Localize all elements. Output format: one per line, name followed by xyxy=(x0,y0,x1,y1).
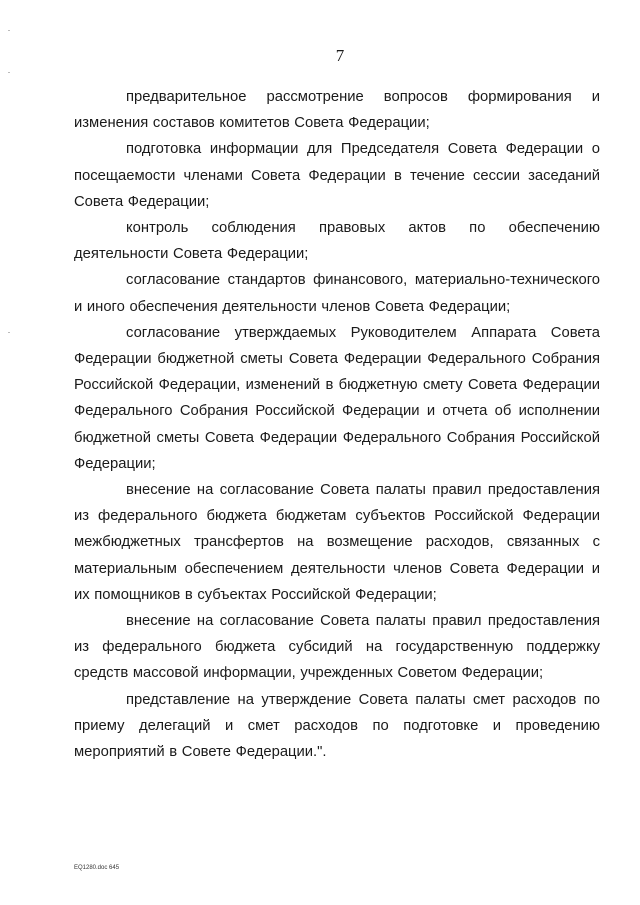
paragraph: внесение на согласование Совета палаты правил предоставления из федерального бюджета бюджетам субъектов Российской Федерации межбюджетных трансфертов на возмещение расходов, связанных с материальным обеспечением деятельности членов Совета Федерации и их помощников в субъектах Российской Федерации; xyxy=(74,482,600,603)
paragraph: согласование стандартов финансового, материально-технического и иного обеспечения деятельности членов Совета Федерации; xyxy=(74,272,600,315)
paragraph: контроль соблюдения правовых актов по обеспечению деятельности Совета Федерации; xyxy=(74,220,600,263)
paragraph: подготовка информации для Председателя Совета Федерации о посещаемости членами Совета Федерации в течение сессии заседаний Совета Федерации; xyxy=(74,141,600,210)
paragraph: согласование утверждаемых Руководителем Аппарата Совета Федерации бюджетной сметы Совета Федерации Федерального Собрания Российской Федерации, изменений в бюджетную смету Совета Федерации Федерального Собрания Российской Федерации и отчета об исполнении бюджетной сметы Совета Федерации Федерального Собрания Российской Федерации; xyxy=(74,324,600,472)
footer-file-reference: EQ1280.doc 645 xyxy=(74,865,120,871)
paragraph: представление на утверждение Совета палаты смет расходов по приему делегаций и смет расходов по подготовке и проведению мероприятий в Совете Федерации.". xyxy=(74,691,600,761)
scan-mark xyxy=(8,332,10,333)
paragraph: внесение на согласование Совета палаты правил предоставления из федерального бюджета субсидий на государственную поддержку средств массовой информации, учрежденных Советом Федерации; xyxy=(74,613,600,682)
paragraph: предварительное рассмотрение вопросов формирования и изменения составов комитетов Совета Федерации; xyxy=(74,89,600,132)
document-body xyxy=(74,84,600,765)
scan-mark xyxy=(8,72,10,73)
page-number: 7 xyxy=(335,46,345,65)
scan-mark xyxy=(8,30,10,31)
